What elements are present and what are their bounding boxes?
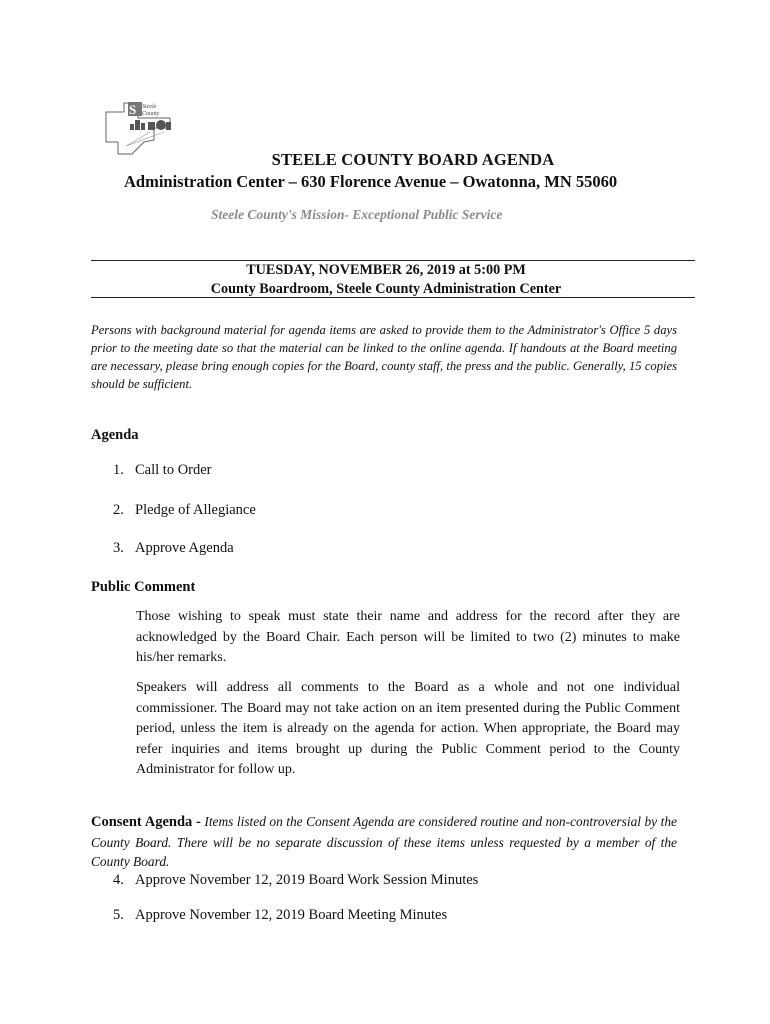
svg-text:S: S <box>129 102 137 117</box>
consent-agenda-intro <box>91 812 677 872</box>
item-text: Approve Agenda <box>135 540 234 556</box>
agenda-item <box>113 872 478 889</box>
agenda-item <box>113 540 234 557</box>
public-comment-paragraph: Speakers will address all comments to the Board as a whole and not one individual commissioner. The Board may not take action on an item presented during the Public Comment period, unless the item is already on the agenda for action. When appropriate, the Board may refer inquiries and items brought up during the Public Comment period to the County Administrator for follow up. <box>136 680 680 777</box>
meeting-location: County Boardroom, Steele County Administration Center <box>210 281 562 297</box>
item-number: 3. <box>113 540 124 556</box>
item-number: 1. <box>113 462 124 478</box>
public-comment-paragraph: Those wishing to speak must state their name and address for the record after they are acknowledged by the Board Chair. Each person will be limited to two (2) minutes to make his/her remarks. <box>136 609 680 665</box>
agenda-heading: Agenda <box>91 427 139 443</box>
bottom-rule <box>91 297 695 298</box>
item-text: Call to Order <box>135 462 212 478</box>
agenda-item <box>113 462 212 479</box>
item-number: 4. <box>113 872 124 888</box>
item-number: 2. <box>113 502 124 518</box>
logo-text: Steele County <box>142 104 160 117</box>
public-comment-heading: Public Comment <box>91 579 196 595</box>
mission-statement: Steele County's Mission- Exceptional Public Service <box>211 207 503 222</box>
item-text: Approve November 12, 2019 Board Meeting Minutes <box>135 907 448 923</box>
consent-agenda-description: Items listed on the Consent Agenda are considered routine and non-controversial by the County Board. There will be no separate discussion of these items unless requested by a member of the County Board. <box>91 814 677 869</box>
document-title: STEELE COUNTY BOARD AGENDA <box>271 150 555 169</box>
top-rule <box>91 260 695 261</box>
item-number: 5. <box>113 907 124 923</box>
meeting-date: TUESDAY, NOVEMBER 26, 2019 at 5:00 PM <box>246 262 526 278</box>
item-text: Approve November 12, 2019 Board Work Session Minutes <box>135 872 479 888</box>
agenda-item <box>113 502 256 519</box>
item-text: Pledge of Allegiance <box>135 502 256 518</box>
address-line: Administration Center – 630 Florence Avenue – Owatonna, MN 55060 <box>124 172 618 191</box>
consent-agenda-label: Consent Agenda - <box>91 814 201 830</box>
steele-county-logo <box>104 98 180 156</box>
background-material-notice: Persons with background material for agenda items are asked to provide them to the Administrator's Office 5 days prior to the meeting date so that the material can be linked to the online agenda. If handouts at the Board meeting are necessary, please bring enough copies for the Board, county staff, the press and the public. Generally, 15 copies should be sufficient. <box>91 323 677 391</box>
agenda-item <box>113 907 447 924</box>
